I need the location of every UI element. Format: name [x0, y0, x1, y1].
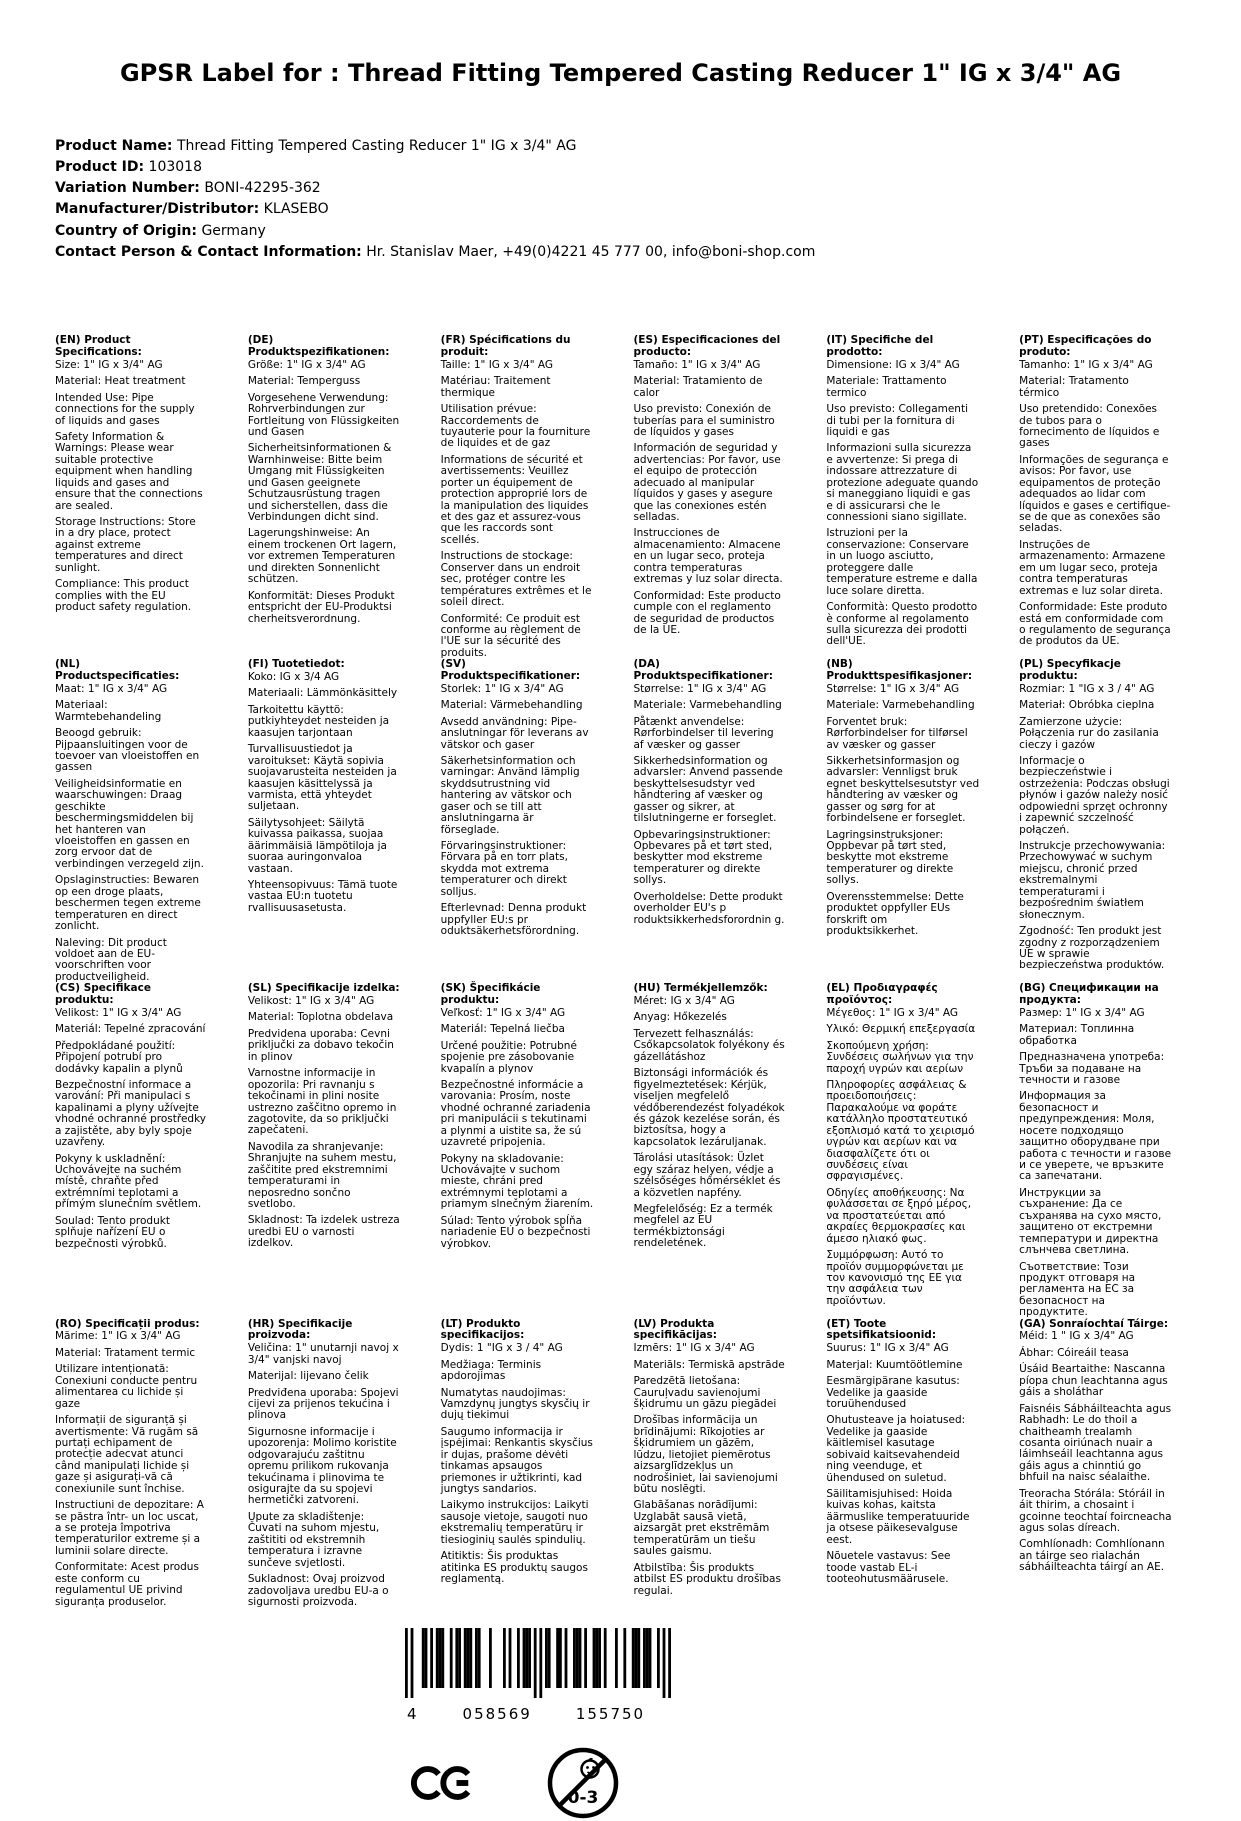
product-info-value: KLASEBO	[263, 201, 329, 218]
spec-paragraph: Οδηγίες αποθήκευσης: Να φυλάσσεται σε ξηρό μέρος, να προστατεύεται από ακραίες θερμοκρασίες και άμεσο ηλιακό φως.	[826, 1186, 972, 1245]
spec-paragraph: Atbilstība: Šis produkts atbilst ES produktu drošības regulai.	[633, 1561, 781, 1597]
spec-paragraph: Velikost: 1" IG x 3/4" AG	[55, 1006, 182, 1019]
spec-paragraph: Информация за безопасност и предупреждения: Моля, носете подходящо защитно оборудване при работа с течности и газове и се уверете, че връзките са запечатани.	[1019, 1090, 1172, 1183]
spec-paragraph: Größe: 1" IG x 3/4" AG	[247, 358, 366, 371]
spec-paragraph: Instrucciones de almacenamiento: Almacene en un lugar seco, proteja contra temperaturas extremas y luz solar directa.	[633, 527, 783, 586]
spec-paragraph: Conformité: Ce produit est conforme au règlement de l'UE sur la sécurité des produits.	[440, 612, 581, 659]
product-info-line	[55, 136, 1186, 157]
spec-block-ga	[1019, 1319, 1186, 1609]
spec-heading: (FI) Tuotetiedot:	[247, 658, 345, 671]
spec-paragraph: Förvaringsinstruktioner: Förvara på en torr plats, skydda mot extrema temperaturer och direkt solljus.	[440, 840, 568, 898]
product-info-line	[55, 221, 1186, 242]
spec-block-it	[826, 335, 993, 659]
spec-paragraph: Instruções de armazenamento: Armazene em um lugar seco, proteja contra temperaturas extremas e luz solar direta.	[1019, 538, 1166, 597]
spec-paragraph: Numatytas naudojimas: Vamzdynų jungtys skysčių ir dujų tiekimui	[440, 1386, 590, 1422]
spec-paragraph: Размер: 1" IG x 3/4" AG	[1019, 1006, 1145, 1019]
spec-paragraph: Materiāls: Termiskā apstrāde	[633, 1358, 785, 1371]
spec-block-et	[826, 1319, 993, 1609]
product-info-line	[55, 242, 1186, 263]
product-info-label: Manufacturer/Distributor:	[55, 201, 260, 218]
spec-paragraph: Materiál: Tepelná liečba	[440, 1023, 565, 1036]
spec-block-nl	[55, 659, 222, 983]
spec-heading: (LT) Produkto specifikacijos:	[440, 1317, 525, 1342]
spec-heading: (PL) Specyfikacje produktu:	[1019, 658, 1121, 683]
spec-paragraph: Material: Värmebehandling	[440, 699, 583, 712]
product-info-label: Product ID:	[55, 158, 145, 175]
spec-paragraph: Upute za skladištenje: Čuvati na suhom mjestu, zaštititi od ekstremnih temperatura i izravne sunčeve svjetlosti.	[247, 1510, 380, 1569]
spec-paragraph: Material: Tratamento térmico	[1019, 375, 1129, 399]
product-info-value: Germany	[201, 222, 266, 239]
spec-paragraph: Conformidad: Este producto cumple con el reglamento de seguridad de productos de la UE.	[633, 589, 781, 636]
spec-paragraph: Conformidade: Este produto está em conformidade com o regulamento de segurança de produtos da UE.	[1019, 601, 1171, 648]
spec-paragraph: Materiał: Obróbka cieplna	[1019, 699, 1155, 712]
spec-paragraph: Uso previsto: Conexión de tuberías para el suministro de líquidos y gases	[633, 403, 775, 438]
spec-paragraph: Υλικό: Θερμική επεξεργασία	[826, 1023, 976, 1036]
spec-paragraph: Zgodność: Ten produkt jest zgodny z rozporządzeniem UE w sprawie bezpieczeństwa produktów.	[1019, 925, 1165, 972]
spec-paragraph: Størrelse: 1" IG x 3/4" AG	[633, 682, 767, 695]
spec-paragraph: Předpokládané použití: Připojení potrubí pro dodávky kapalin a plynů	[55, 1039, 183, 1075]
spec-paragraph: Säilitamisjuhised: Hoida kuivas kohas, kaitsta äärmuslike temperatuuride ja otsese päikesevalguse eest.	[826, 1488, 970, 1546]
spec-paragraph: Materiale: Varmebehandling	[826, 699, 975, 712]
spec-paragraph: Atitiktis: Šis produktas atitinka ES produktų saugos reglamentą.	[440, 1550, 588, 1586]
spec-heading: (IT) Specifiche del prodotto:	[826, 334, 934, 359]
spec-block-fi	[248, 659, 415, 983]
spec-paragraph: Opbevaringsinstruktioner: Opbevares på et tørt sted, beskytter mod ekstreme temperaturer og direkte sollys.	[633, 828, 773, 887]
spec-paragraph: Material: Temperguss	[247, 375, 361, 388]
spec-block-el	[826, 983, 993, 1318]
spec-paragraph: Anyag: Hőkezelés	[633, 1011, 727, 1024]
spec-paragraph: Sicherheitsinformationen & Warnhinweise: Bitte beim Umgang mit Flüssigkeiten und Gasen geeignete Schutzausrüstung tragen und sicherstellen, dass die Verbindungen dicht sind.	[247, 442, 392, 524]
product-info-label: Product Name:	[55, 137, 173, 154]
spec-paragraph: Určené použitie: Potrubné spojenie pre zásobovanie kvapalín a plynov	[440, 1039, 577, 1075]
spec-heading: (FR) Spécifications du produit:	[440, 334, 571, 359]
spec-paragraph: Tamaño: 1" IG x 3/4" AG	[633, 358, 761, 371]
spec-paragraph: Maat: 1" IG x 3/4" AG	[55, 682, 168, 695]
spec-paragraph: Turvallisuustiedot ja varoitukset: Käytä sopivia suojavarusteita nesteiden ja kaasujen käsittelyssä ja varmista, että yhteydet suljetaan.	[247, 743, 397, 813]
spec-paragraph: Información de seguridad y advertencias: Por favor, use el equipo de protección adecuado al manipular líquidos y gases y asegure que las conexiones estén selladas.	[633, 442, 781, 524]
spec-heading: (PT) Especificações do produto:	[1019, 334, 1152, 359]
spec-block-ro	[55, 1319, 222, 1609]
spec-heading: (ET) Toote spetsifikatsioonid:	[826, 1317, 937, 1342]
spec-heading: (RO) Specificații produs:	[55, 1317, 200, 1330]
spec-paragraph: Materiale: Varmebehandling	[633, 699, 782, 712]
spec-paragraph: Material: Heat treatment	[55, 375, 186, 388]
spec-paragraph: Veľkosť: 1" IG x 3/4" AG	[440, 1006, 566, 1019]
spec-heading: (SL) Specifikacije izdelka:	[247, 982, 400, 995]
spec-heading: (BG) Спецификации на продукта:	[1019, 982, 1159, 1007]
spec-paragraph: Utilizare intenționată: Conexiuni conducte pentru alimentarea cu lichide și gaze	[55, 1363, 198, 1410]
product-info-value: Hr. Stanislav Maer, +49(0)4221 45 777 00, info@boni-shop.com	[366, 244, 816, 260]
spec-paragraph: Säilytysohjeet: Säilytä kuivassa paikassa, suojaa äärimmäisiä lämpötiloja ja suoraa auringonvaloa vastaan.	[247, 816, 387, 875]
spec-paragraph: Instructiuni de depozitare: A se păstra într- un loc uscat, a se proteja împotriva temperaturilor extreme și a luminii solare directe.	[55, 1499, 204, 1557]
spec-paragraph: Eesmärgipärane kasutus: Vedelike ja gaaside toruühendused	[826, 1375, 960, 1410]
spec-grid	[55, 335, 1186, 1608]
product-info-line	[55, 157, 1186, 178]
spec-heading: (SV) Produktspecifikationer:	[440, 658, 581, 683]
spec-paragraph: Naleving: Dit product voldoet aan de EU-voorschriften voor productveiligheid.	[55, 936, 167, 983]
spec-paragraph: Pokyny k uskladnění: Uchovávejte na suchém místě, chraňte před extrémními teplotami a přímým slunečním světlem.	[55, 1152, 202, 1211]
spec-heading: (DA) Produktspecifikationer:	[633, 658, 773, 683]
spec-paragraph: Dimensione: IG x 3/4" AG	[826, 358, 960, 371]
spec-paragraph: Informații de siguranță și avertismente: Vă rugăm să purtați echipament de protecție adecvat atunci când manipulați lichide și gaze și asigurați-vă că conexiunile sunt închise.	[55, 1414, 199, 1495]
spec-paragraph: Vorgesehene Verwendung: Rohrverbindungen zur Fortleitung von Flüssigkeiten und Gasen	[247, 391, 400, 438]
spec-paragraph: Informacje o bezpieczeństwie i ostrzeżenia: Podczas obsługi płynów i gazów należy nosić odpowiedni sprzęt ochronny i zapewnić szczelność połączeń.	[1019, 754, 1170, 836]
spec-paragraph: Beoogd gebruik: Pijpaansluitingen voor de toevoer van vloeistoffen en gassen	[55, 727, 200, 774]
spec-paragraph: Matériau: Traitement thermique	[440, 375, 551, 399]
spec-paragraph: Súlad: Tento výrobok spĺňa nariadenie EÚ o bezpečnosti výrobkov.	[440, 1214, 591, 1250]
spec-paragraph: Utilisation prévue: Raccordements de tuyauterie pour la fourniture de liquides et de gaz	[440, 403, 591, 450]
spec-paragraph: Storage Instructions: Store in a dry place, protect against extreme temperatures and direct sunlight.	[55, 516, 196, 574]
spec-paragraph: Tarkoitettu käyttö: putkiyhteydet nesteiden ja kaasujen tarjontaan	[247, 703, 390, 739]
spec-paragraph: Инструкции за съхранение: Да се съхранява на сухо място, защитено от екстремни температури и директна слънчева светлина.	[1019, 1186, 1162, 1257]
spec-paragraph: Velikost: 1" IG x 3/4" AG	[247, 995, 375, 1008]
spec-paragraph: Materiál: Tepelné zpracování	[55, 1023, 206, 1036]
spec-block-en	[55, 335, 222, 659]
spec-paragraph: Veiligheidsinformatie en waarschuwingen: Draag geschikte beschermingsmiddelen bij het hanteren van vloeistoffen en gassen en zorg ervoor dat de verbindingen verzegeld zijn.	[55, 777, 204, 870]
spec-heading: (GA) Sonraíochtaí Táirge:	[1019, 1317, 1169, 1330]
spec-paragraph: Lagringsinstruksjoner: Oppbevar på tørt sted, beskytte mot ekstreme temperaturer og direkte sollys.	[826, 828, 954, 887]
spec-paragraph: Varnostne informacije in opozorila: Pri ravnanju s tekočinami in plini nosite ustrezno zaščitno opremo in zagotovite, da so priključki zapečateni.	[247, 1067, 397, 1137]
barcode	[405, 1628, 671, 1723]
barcode-bars-icon	[405, 1628, 671, 1698]
spec-paragraph: Uso pretendido: Conexões de tubos para o fornecimento de líquidos e gases	[1019, 403, 1160, 450]
spec-paragraph: Medžiaga: Terminis apdorojimas	[440, 1358, 542, 1383]
spec-paragraph: Materiaali: Lämmönkäsittely	[247, 687, 398, 700]
spec-paragraph: Material: Toplotna obdelava	[247, 1011, 394, 1024]
spec-block-lt	[441, 1319, 608, 1609]
footer	[55, 1628, 1186, 1821]
spec-paragraph: Efterlevnad: Denna produkt uppfyller EU:s pr oduktsäkerhetsförordning.	[440, 902, 587, 938]
spec-paragraph: Sigurnosne informacije i upozorenja: Molimo koristite odgovarajuću zaštitnu opremu prilikom rukovanja tekućinama i plinovima te osigurajte da su spojevi hermetički zatvoreni.	[247, 1425, 397, 1507]
spec-paragraph: Size: 1" IG x 3/4" AG	[55, 358, 163, 371]
spec-paragraph: Treoracha Stórála: Stóráil in áit thirim, a chosaint i gcoinne teochtaí foircneacha agus solas díreach.	[1019, 1487, 1172, 1535]
product-info-value: Thread Fitting Tempered Casting Reducer 1" IG x 3/4" AG	[176, 137, 577, 154]
product-info-label: Country of Origin:	[55, 222, 197, 239]
spec-heading: (DE) Produktspezifikationen:	[247, 334, 390, 359]
spec-paragraph: Glabāšanas norādījumi: Uzglabāt sausā vietā, aizsargāt pret ekstrēmām temperatūrām un tiešu saules gaismu.	[633, 1499, 770, 1558]
spec-paragraph: Materjal: Kuumtöötlemine	[826, 1358, 963, 1371]
spec-paragraph: Ohutusteave ja hoiatused: Vedelike ja gaaside käitlemisel kasutage sobivaid kaitsevahendeid ning veenduge, et ühendused on suletud.	[826, 1414, 966, 1484]
barcode-digit-group: 058569	[462, 1705, 532, 1724]
spec-heading: (NL) Productspecificaties:	[55, 658, 180, 683]
product-info-label: Variation Number:	[55, 180, 200, 197]
spec-paragraph: Materijal: lijevano čelik	[247, 1370, 369, 1383]
spec-heading: (CS) Specifikace produktu:	[55, 982, 151, 1007]
spec-paragraph: Skladnost: Ta izdelek ustreza uredbi EU o varnosti izdelkov.	[247, 1214, 400, 1250]
spec-paragraph: Informações de segurança e avisos: Por favor, use equipamentos de proteção adequados ao lidar com líquidos e gases e certifique-se de que as conexões são seladas.	[1019, 453, 1171, 535]
spec-block-hr	[248, 1319, 415, 1609]
spec-block-lv	[633, 1319, 800, 1609]
product-info-value: BONI-42295-362	[204, 180, 321, 197]
spec-heading: (HU) Termékjellemzők:	[633, 982, 768, 995]
spec-paragraph: Sikkerhetsinformasjon og advarsler: Vennligst bruk egnet beskyttelsesutstyr ved håndtering av væsker og gasser og sørg for at forbindelsene er forseglet.	[826, 754, 980, 825]
spec-paragraph: Laikymo instrukcijos: Laikyti sausoje vietoje, saugoti nuo ekstremalių temperatūrų ir tiesioginių saulės spindulių.	[440, 1499, 589, 1546]
spec-paragraph: Paredzētā lietošana: Cauruļvadu savienojumi šķidrumu un gāzu piegādei	[633, 1375, 777, 1410]
spec-heading: (NB) Produkttspesifikasjoner:	[826, 658, 973, 683]
product-info-section	[55, 136, 1186, 264]
spec-paragraph: Säkerhetsinformation och varningar: Använd lämplig skyddsutrustning vid hantering av vätskor och gaser och se till att anslutningarna är förseglade.	[440, 754, 580, 836]
spec-block-sl	[248, 983, 415, 1318]
spec-block-da	[633, 659, 800, 983]
spec-paragraph: Instructions de stockage: Conserver dans un endroit sec, protéger contre les températures extrêmes et le soleil direct.	[440, 550, 592, 609]
spec-paragraph: Lagerungshinweise: An einem trockenen Ort lagern, vor extremen Temperaturen und direkten Sonnenlicht schützen.	[247, 527, 397, 586]
spec-paragraph: Taille: 1" IG x 3/4" AG	[440, 358, 554, 371]
spec-paragraph: Rozmiar: 1 "IG x 3 / 4" AG	[1019, 682, 1155, 695]
spec-paragraph: Safety Information & Warnings: Please wear suitable protective equipment when handling liquids and gases and ensure that the connections are sealed.	[55, 430, 203, 512]
spec-paragraph: Overholdelse: Dette produkt overholder EU's p roduktsikkerhedsforordnin g.	[633, 890, 785, 926]
spec-paragraph: Sikkerhedsinformation og advarsler: Anvend passende beskyttelsesudstyr ved håndtering af væsker og gasser og sikrer, at tilslutningerne er forseglet.	[633, 754, 783, 825]
spec-paragraph: Nõuetele vastavus: See toode vastab EL-i tooteohutusmäärusele.	[826, 1550, 951, 1586]
spec-heading: (EN) Product Specifications:	[55, 334, 142, 359]
spec-paragraph: Conformitate: Acest produs este conform cu regulamentul UE privind siguranța produselor.	[55, 1561, 199, 1608]
spec-paragraph: Storlek: 1" IG x 3/4" AG	[440, 682, 564, 695]
spec-paragraph: Predviđena uporaba: Spojevi cijevi za prijenos tekućina i plinova	[247, 1386, 399, 1422]
spec-heading: (ES) Especificaciones del producto:	[633, 334, 781, 359]
spec-paragraph: Материал: Топлинна обработка	[1019, 1023, 1135, 1047]
barcode-digit-group: 155750	[575, 1705, 646, 1724]
spec-block-cs	[55, 983, 222, 1318]
spec-block-nb	[826, 659, 993, 983]
spec-heading: (HR) Specifikacije proizvoda:	[247, 1317, 353, 1342]
age-warning-text: 0-3	[567, 1788, 599, 1809]
spec-block-hu	[633, 983, 800, 1318]
spec-paragraph: Предназначена употреба: Тръби за подаване на течности и газове	[1019, 1051, 1165, 1086]
spec-paragraph: Størrelse: 1" IG x 3/4" AG	[826, 682, 960, 695]
spec-paragraph: Navodila za shranjevanje: Shranjujte na suhem mestu, zaščitite pred ekstremnimi temperaturami in neposredno sončno svetlobo.	[247, 1140, 397, 1211]
spec-paragraph: Materiale: Trattamento termico	[826, 375, 947, 399]
spec-paragraph: Dydis: 1 "IG x 3 / 4" AG	[440, 1342, 563, 1355]
spec-paragraph: Tamanho: 1" IG x 3/4" AG	[1019, 358, 1153, 371]
spec-paragraph: Съответствие: Този продукт отговаря на регламента на ЕС за безопасност на продуктите.	[1019, 1260, 1136, 1319]
spec-block-fr	[441, 335, 608, 659]
spec-paragraph: Tervezett felhasználás: Csőkapcsolatok folyékony és gázellátáshoz	[633, 1027, 785, 1063]
barcode-digits	[405, 1705, 671, 1723]
spec-paragraph: Konformität: Dieses Produkt entspricht der EU-Produktsi cherheitsverordnung.	[247, 589, 395, 625]
spec-paragraph: Mărime: 1" IG x 3/4" AG	[55, 1330, 181, 1343]
spec-paragraph: Ábhar: Cóireáil teasa	[1019, 1346, 1129, 1359]
spec-paragraph: Opslaginstructies: Bewaren op een droge plaats, beschermen tegen extreme temperaturen en direct zonlicht.	[55, 874, 201, 933]
spec-paragraph: Soulad: Tento produkt splňuje nařízení EU o bezpečnosti výrobků.	[55, 1214, 170, 1250]
spec-block-sv	[441, 659, 608, 983]
spec-paragraph: Συμμόρφωση: Αυτό το προϊόν συμμορφώνεται με τον κανονισμό της ΕΕ για την ασφάλεια των προϊόντων.	[826, 1249, 964, 1307]
spec-paragraph: Tárolási utasítások: Üzlet egy száraz helyen, védje a szélsőséges hőmérséklet és a közvetlen napfény.	[633, 1152, 781, 1199]
spec-paragraph: Izmērs: 1" IG x 3/4" AG	[633, 1342, 755, 1355]
spec-block-de	[248, 335, 415, 659]
spec-paragraph: Koko: IG x 3/4 AG	[247, 671, 340, 684]
spec-block-bg	[1019, 983, 1186, 1318]
product-info-line	[55, 178, 1186, 199]
compliance-marks	[405, 1745, 1186, 1821]
spec-paragraph: Yhteensopivuus: Tämä tuote vastaa EU:n tuotetu rvallisuusasetusta.	[247, 879, 398, 914]
spec-paragraph: Suurus: 1" IG x 3/4" AG	[826, 1342, 949, 1355]
spec-paragraph: Material: Tratament termic	[55, 1346, 196, 1359]
product-info-value: 103018	[148, 158, 202, 175]
spec-paragraph: Avsedd användning: Pipe-anslutningar för leverans av vätskor och gaser	[440, 715, 589, 751]
age-warning-0-3-icon	[545, 1745, 621, 1821]
spec-paragraph: Predvidena uporaba: Cevni priključki za dobavo tekočin in plinov	[247, 1027, 394, 1063]
product-info-line	[55, 199, 1186, 220]
spec-paragraph: Méid: 1 " IG x 3/4" AG	[1019, 1330, 1134, 1343]
spec-paragraph: Bezpečnostné informácie a varovania: Prosím, noste vhodné ochranné zariadenia pri manipulácii s tekutinami a plynmi a uistite sa, že sú uzavreté pripojenia.	[440, 1078, 591, 1149]
spec-paragraph: Conformità: Questo prodotto è conforme al regolamento sulla sicurezza dei prodotti dell'UE.	[826, 601, 978, 648]
spec-paragraph: Informations de sécurité et avertissements: Veuillez porter un équipement de protection approprié lors de la manipulation des liquides et des gaz et assurez-vous que les raccords sont scellés.	[440, 453, 589, 546]
spec-paragraph: Påtænkt anvendelse: Rørforbindelser til levering af væsker og gasser	[633, 715, 774, 751]
spec-heading: (SK) Špecifikácie produktu:	[440, 982, 541, 1007]
spec-block-sk	[441, 983, 608, 1318]
product-info-label: Contact Person & Contact Information:	[55, 244, 362, 260]
spec-paragraph: Veličina: 1" unutarnji navoj x 3/4" vanjski navoj	[247, 1342, 399, 1366]
spec-paragraph: Saugumo informacija ir įspėjimai: Renkantis skysčius ir dujas, prašome dėvėti tinkamas apsaugos priemones ir užtikrinti, kad jungtys sandarios.	[440, 1425, 593, 1496]
spec-heading: (EL) Προδιαγραφές προϊόντος:	[826, 982, 938, 1007]
spec-paragraph: Drošības informācija un brīdinājumi: Rīkojoties ar šķidrumiem un gāzēm, lūdzu, lietojiet piemērotus aizsarglīdzekļus un nodrošiniet, lai savienojumi būtu noslēgti.	[633, 1414, 778, 1496]
spec-paragraph: Uso previsto: Collegamenti di tubi per la fornitura di liquidi e gas	[826, 403, 969, 438]
spec-paragraph: Μέγεθος: 1" IG x 3/4" AG	[826, 1006, 959, 1019]
spec-paragraph: Informazioni sulla sicurezza e avvertenze: Si prega di indossare attrezzature di protezione adeguate quando si maneggiano liquidi e gas e di assicurarsi che le connessioni siano sigillate.	[826, 442, 979, 524]
spec-paragraph: Instrukcje przechowywania: Przechowywać w suchym miejscu, chronić przed ekstremalnymi temperaturami i bezpośrednim światłem słonecznym.	[1019, 840, 1166, 921]
spec-block-es	[633, 335, 800, 659]
spec-heading: (LV) Produkta specifikācijas:	[633, 1317, 718, 1342]
spec-paragraph: Biztonsági információk és figyelmeztetések: Kérjük, viseljen megfelelő védőberendezést folyadékok és gázok kezelése során, és biztosítsa, hogy a kapcsolatok lezáruljanak.	[633, 1067, 785, 1148]
spec-paragraph: Forventet bruk: Rørforbindelser for tilførsel av væsker og gasser	[826, 715, 968, 751]
spec-paragraph: Compliance: This product complies with the EU product safety regulation.	[55, 578, 192, 614]
spec-paragraph: Material: Tratamiento de calor	[633, 375, 763, 399]
barcode-digit-group: 4	[407, 1705, 419, 1724]
spec-paragraph: Pokyny na skladovanie: Uchovávajte v suchom mieste, chráni pred extrémnymi teplotami a priamym slnečným žiarením.	[440, 1152, 594, 1211]
spec-paragraph: Comhlíonadh: Comhlíonann an táirge seo rialachán sábháilteachta táirgí an AE.	[1019, 1538, 1165, 1574]
spec-block-pl	[1019, 659, 1186, 983]
spec-paragraph: Πληροφορίες ασφάλειας & προειδοποιήσεις: Παρακαλούμε να φοράτε κατάλληλο προστατευτικό εξοπλισμό κατά το χειρισμό υγρών και αερίων και να διασφαλίζετε ότι οι συνδέσεις είναι σφραγισμένες.	[826, 1078, 975, 1183]
spec-paragraph: Úsáid Beartaithe: Nascanna píopa chun leachtanna agus gáis a sholáthar	[1019, 1363, 1168, 1399]
spec-paragraph: Intended Use: Pipe connections for the supply of liquids and gases	[55, 391, 195, 427]
page-title: GPSR Label for : Thread Fitting Tempered Casting Reducer 1" IG x 3/4" AG	[119, 59, 1122, 87]
spec-paragraph: Faisnéis Sábháilteachta agus Rabhadh: Le do thoil a chaitheamh trealamh cosanta oiriúnach nuair a láimhseáil leachtanna agus gáis agus a chinntiú go bhfuil na naisc séalaithe.	[1019, 1402, 1172, 1484]
spec-paragraph: Megfelelőség: Ez a termék megfelel az EU termékbiztonsági rendeletének.	[633, 1203, 773, 1250]
spec-paragraph: Méret: IG x 3/4" AG	[633, 995, 735, 1008]
spec-paragraph: Overensstemmelse: Dette produktet oppfyller EUs forskrift om produktsikkerhet.	[826, 890, 964, 938]
spec-paragraph: Bezpečnostní informace a varování: Při manipulaci s kapalinami a plyny užívejte vhodné ochranné prostředky a zajistěte, aby byly spoje uzavřeny.	[55, 1078, 207, 1149]
spec-block-pt	[1019, 335, 1186, 659]
spec-paragraph: Zamierzone użycie: Połączenia rur do zasilania cieczy i gazów	[1019, 715, 1159, 751]
spec-paragraph: Σκοπούμενη χρήση: Συνδέσεις σωλήνων για την παροχή υγρών και αερίων	[826, 1039, 974, 1075]
spec-paragraph: Sukladnost: Ovaj proizvod zadovoljava uredbu EU-a o sigurnosti proizvoda.	[247, 1573, 389, 1608]
spec-paragraph: Materiaal: Warmtebehandeling	[55, 699, 162, 723]
ce-mark-icon	[411, 1756, 487, 1810]
spec-paragraph: Istruzioni per la conservazione: Conservare in un luogo asciutto, proteggere dalle temperature estreme e dalla luce solare diretta.	[826, 527, 978, 597]
